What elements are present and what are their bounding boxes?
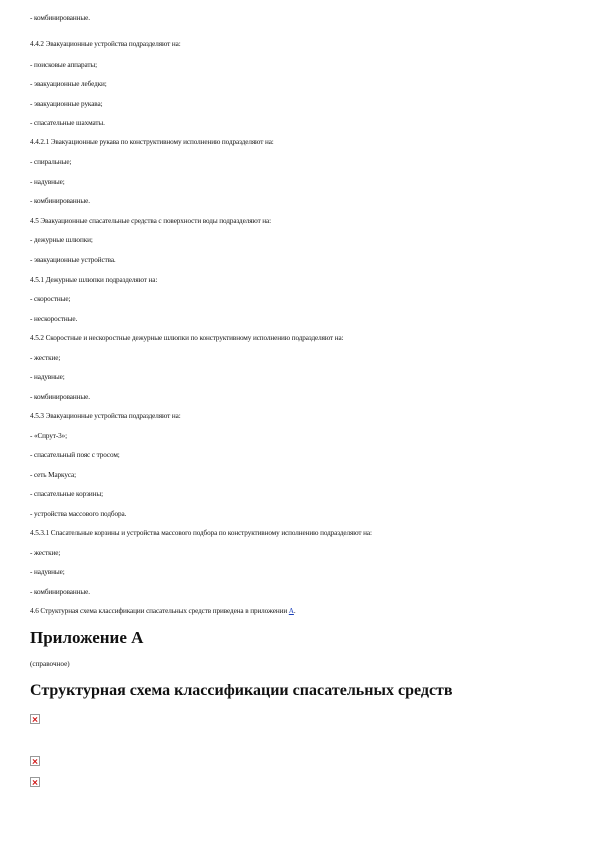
text-line: 4.5.1 Дежурные шлюпки подразделяют на:	[30, 276, 158, 284]
broken-image-icon	[30, 777, 40, 787]
text-line: - спиральные;	[30, 158, 72, 166]
appendix-reference-line	[30, 607, 296, 616]
text-line: - спасательные шахматы.	[30, 119, 105, 127]
text-line: - комбинированные.	[30, 14, 90, 22]
text-line: - эвакуационные устройства.	[30, 256, 116, 264]
broken-image-icon	[30, 756, 40, 766]
text-line: - комбинированные.	[30, 393, 90, 401]
text-line: - эвакуационные рукава;	[30, 100, 103, 108]
text-line: - надувные;	[30, 373, 65, 381]
text-line: - жесткие;	[30, 354, 61, 362]
text-line: - дежурные шлюпки;	[30, 236, 93, 244]
broken-image-icon	[30, 714, 40, 724]
text-line: - комбинированные.	[30, 588, 90, 596]
text-line: - спасательные корзины;	[30, 490, 104, 498]
appendix-reference-tail: .	[293, 607, 296, 615]
text-line: - комбинированные.	[30, 197, 90, 205]
text-line: 4.4.2.1 Эвакуационные рукава по конструктивному исполнению подразделяют на:	[30, 138, 274, 146]
text-line: 4.5 Эвакуационные спасательные средства с поверхности воды подразделяют на:	[30, 217, 272, 225]
text-line: 4.5.3.1 Спасательные корзины и устройства массового подбора по конструктивному исполнению подразделяют на:	[30, 529, 372, 537]
text-line: 4.4.2 Эвакуационные устройства подразделяют на:	[30, 40, 181, 48]
appendix-heading: Структурная схема классификации спасательных средств	[30, 682, 453, 699]
text-line: - эвакуационные лебедки;	[30, 80, 107, 88]
text-line: - нескоростные.	[30, 315, 78, 323]
appendix-reference-text: 4.6 Структурная схема классификации спасательных средств приведена в приложении	[30, 607, 288, 615]
text-line: - устройства массового подбора.	[30, 510, 127, 518]
appendix-note: (справочное)	[30, 660, 70, 668]
text-line: - сеть Маркуса;	[30, 471, 76, 479]
text-line: - жесткие;	[30, 549, 61, 557]
text-line: - скоростные;	[30, 295, 71, 303]
appendix-title: Приложение А	[30, 628, 144, 647]
text-line: - спасательный пояс с тросом;	[30, 451, 120, 459]
text-line: - надувные;	[30, 178, 65, 186]
text-line: 4.5.2 Скоростные и нескоростные дежурные шлюпки по конструктивному исполнению подразделяют на:	[30, 334, 344, 342]
appendix-link[interactable]: А	[288, 607, 294, 615]
text-line: - «Спрут-3»;	[30, 432, 68, 440]
text-line: - надувные;	[30, 568, 65, 576]
text-line: 4.5.3 Эвакуационные устройства подразделяют на:	[30, 412, 181, 420]
text-line: - поисковые аппараты;	[30, 61, 98, 69]
